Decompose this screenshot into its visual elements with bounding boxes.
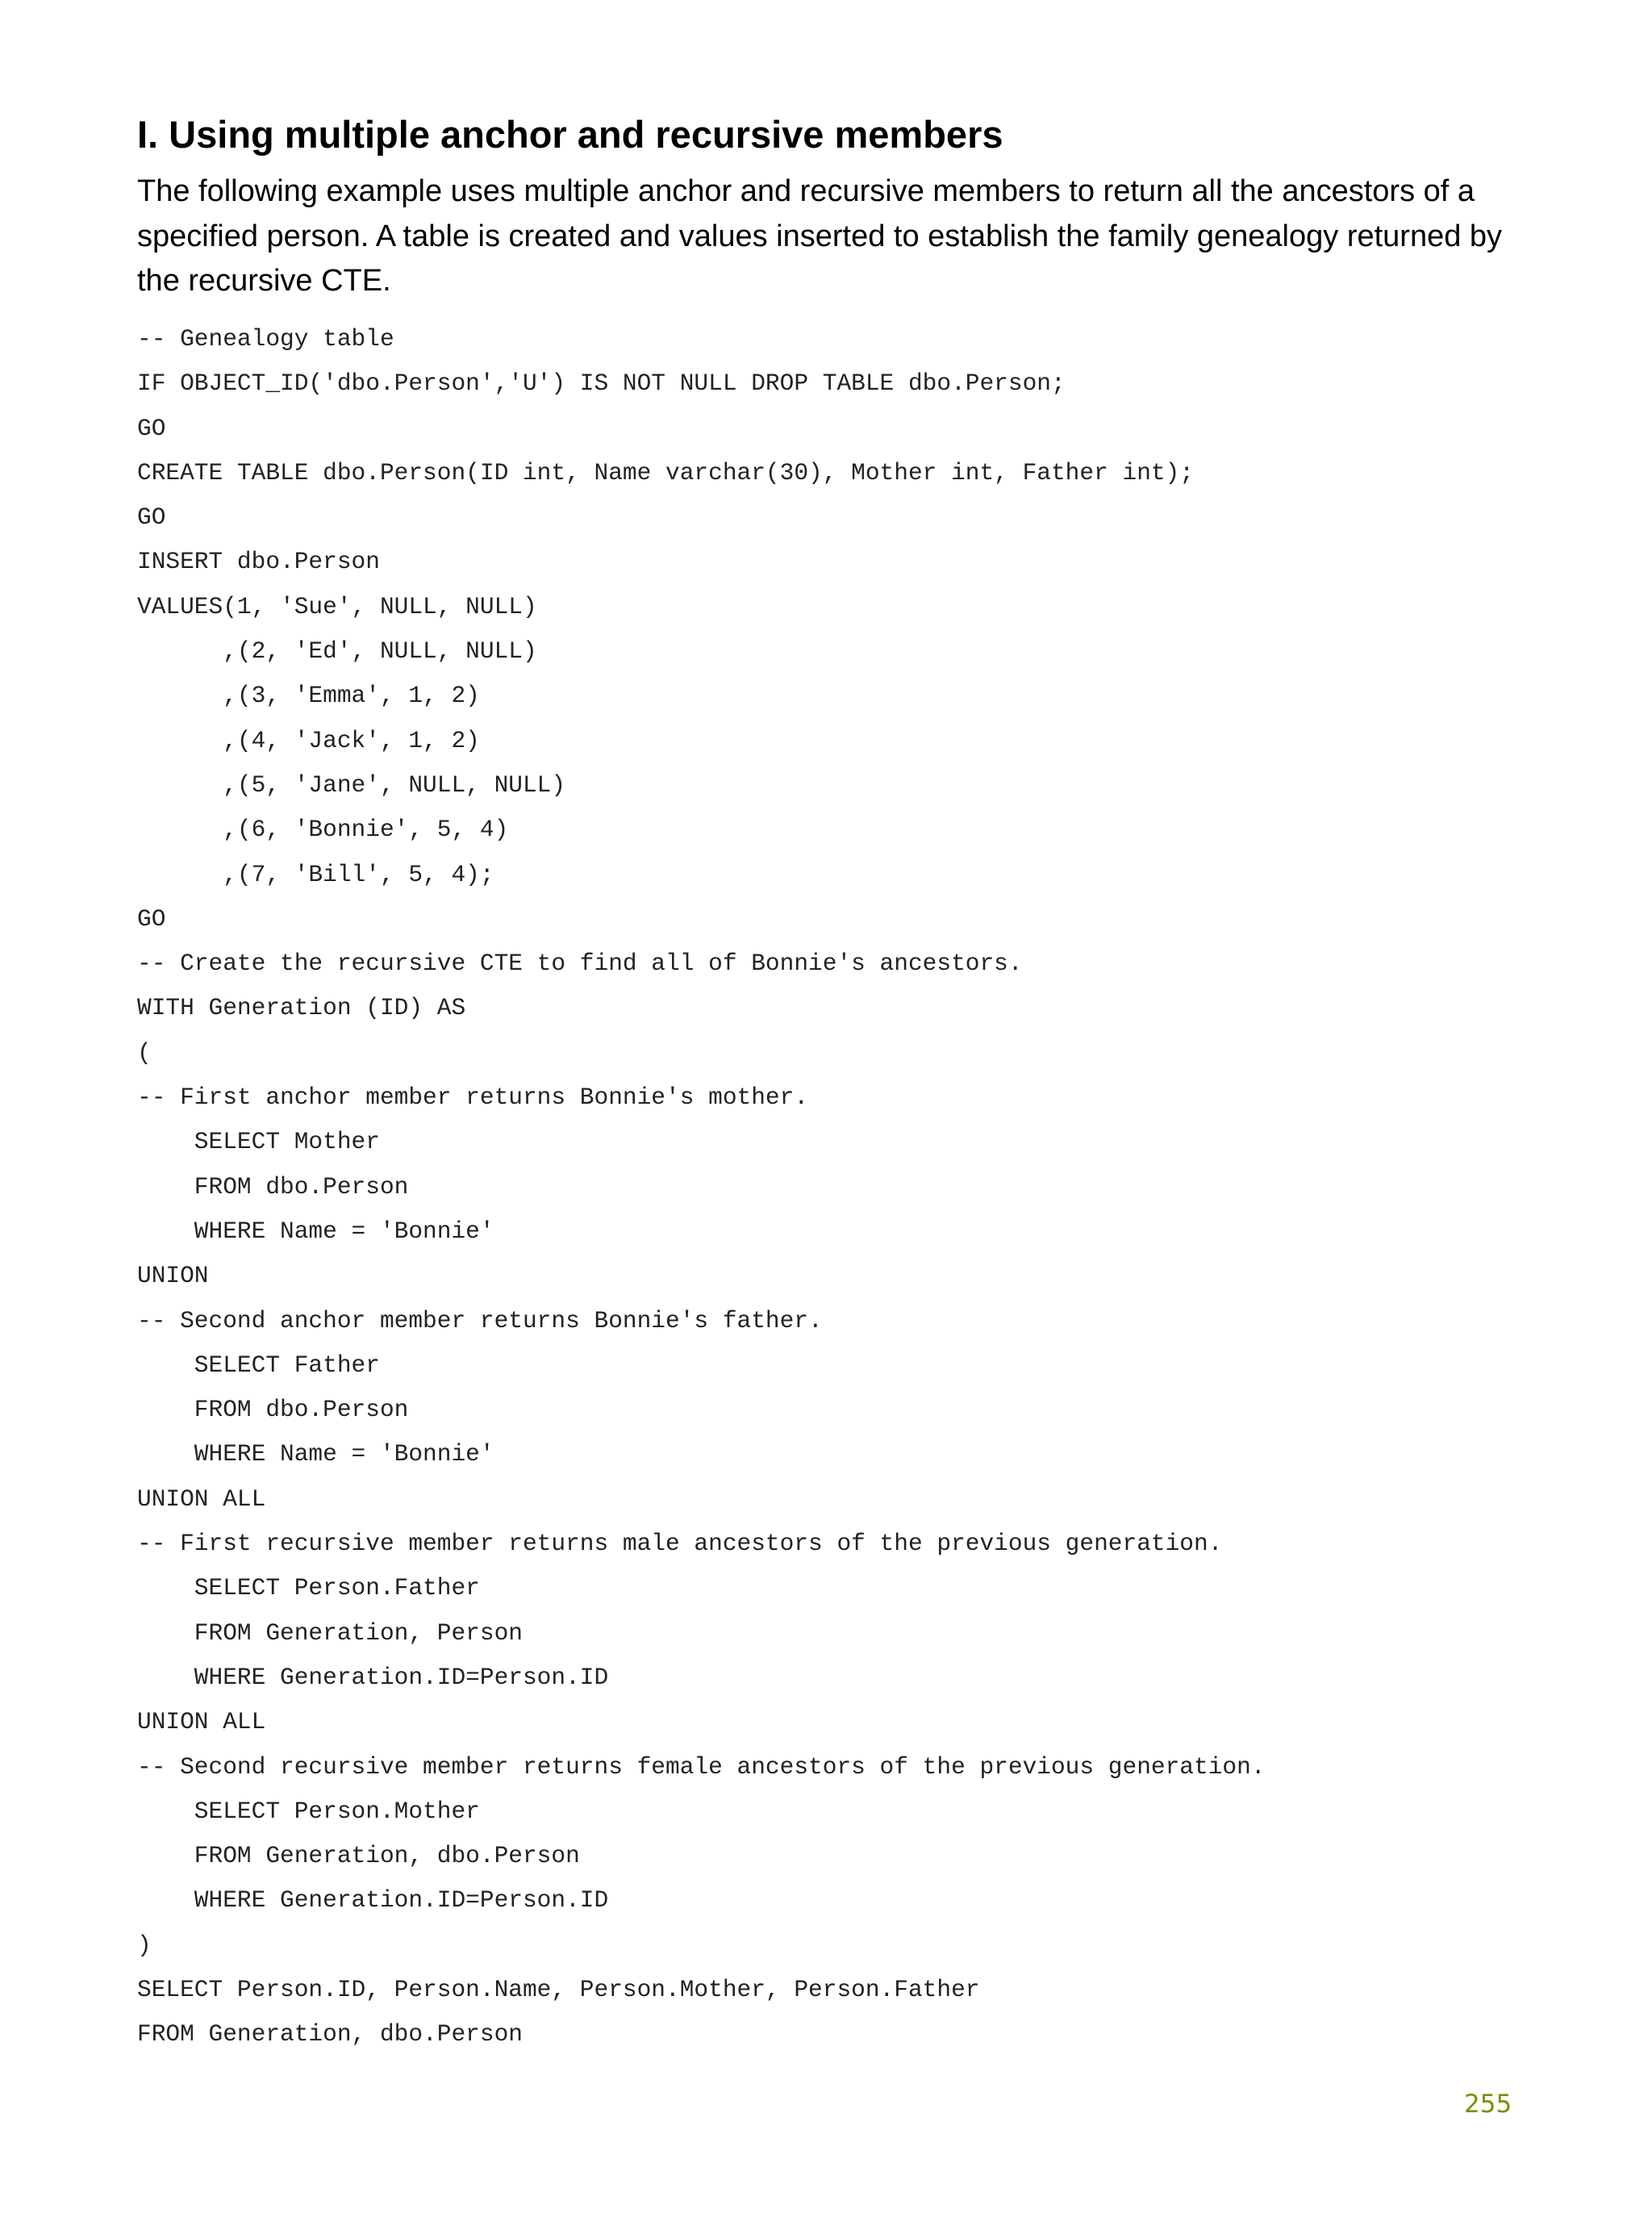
code-line: UNION ALL: [137, 1485, 266, 1513]
code-line: -- Create the recursive CTE to find all of Bonnie's ancestors.: [137, 950, 1023, 978]
code-line: ,(4, 'Jack', 1, 2): [137, 726, 480, 754]
code-line: GO: [137, 503, 166, 532]
code-line: GO: [137, 414, 166, 442]
code-line: WHERE Name = 'Bonnie': [137, 1440, 494, 1468]
code-line: SELECT Father: [137, 1351, 380, 1379]
section-heading: I. Using multiple anchor and recursive members: [137, 113, 1003, 156]
code-line: WHERE Generation.ID=Person.ID: [137, 1886, 609, 1915]
code-line: -- Second anchor member returns Bonnie's father.: [137, 1306, 823, 1334]
code-line: SELECT Person.Father: [137, 1574, 480, 1602]
code-line: ,(3, 'Emma', 1, 2): [137, 682, 480, 710]
code-line: ,(6, 'Bonnie', 5, 4): [137, 816, 509, 844]
code-line: ,(7, 'Bill', 5, 4);: [137, 860, 494, 888]
code-line: GO: [137, 904, 166, 933]
code-line: FROM Generation, Person: [137, 1618, 523, 1647]
code-line: SELECT Mother: [137, 1128, 380, 1156]
code-line: UNION: [137, 1262, 209, 1290]
intro-paragraph: The following example uses multiple anchor and recursive members to return all the ancestors of a specified person. A table is created and values inserted to establish the family genealogy returned by the recursive CTE.: [137, 174, 1503, 298]
code-line: ): [137, 1931, 152, 1959]
code-line: -- First recursive member returns male ancestors of the previous generation.: [137, 1530, 1223, 1558]
code-line: SELECT Person.ID, Person.Name, Person.Mother, Person.Father: [137, 1975, 980, 2003]
code-line: FROM Generation, dbo.Person: [137, 2020, 523, 2049]
code-line: WITH Generation (ID) AS: [137, 994, 466, 1022]
code-line: SELECT Person.Mother: [137, 1797, 480, 1825]
code-line: -- Second recursive member returns female ancestors of the previous generation.: [137, 1752, 1266, 1781]
code-line: -- Genealogy table: [137, 325, 394, 353]
code-line: WHERE Generation.ID=Person.ID: [137, 1663, 609, 1691]
code-line: IF OBJECT_ID('dbo.Person','U') IS NOT NULL DROP TABLE dbo.Person;: [137, 370, 1066, 398]
code-line: INSERT dbo.Person: [137, 548, 380, 576]
code-line: WHERE Name = 'Bonnie': [137, 1217, 494, 1245]
code-block: [137, 317, 1266, 2057]
code-line: ,(2, 'Ed', NULL, NULL): [137, 637, 537, 666]
code-line: (: [137, 1038, 152, 1067]
code-line: UNION ALL: [137, 1708, 266, 1736]
code-line: -- First anchor member returns Bonnie's mother.: [137, 1084, 809, 1112]
code-line: FROM dbo.Person: [137, 1396, 409, 1424]
code-line: FROM Generation, dbo.Person: [137, 1842, 580, 1870]
code-line: FROM dbo.Person: [137, 1172, 409, 1201]
code-line: ,(5, 'Jane', NULL, NULL): [137, 771, 566, 799]
page-number: 255: [1464, 2090, 1512, 2119]
code-line: CREATE TABLE dbo.Person(ID int, Name varchar(30), Mother int, Father int);: [137, 458, 1195, 487]
code-line: VALUES(1, 'Sue', NULL, NULL): [137, 592, 537, 620]
